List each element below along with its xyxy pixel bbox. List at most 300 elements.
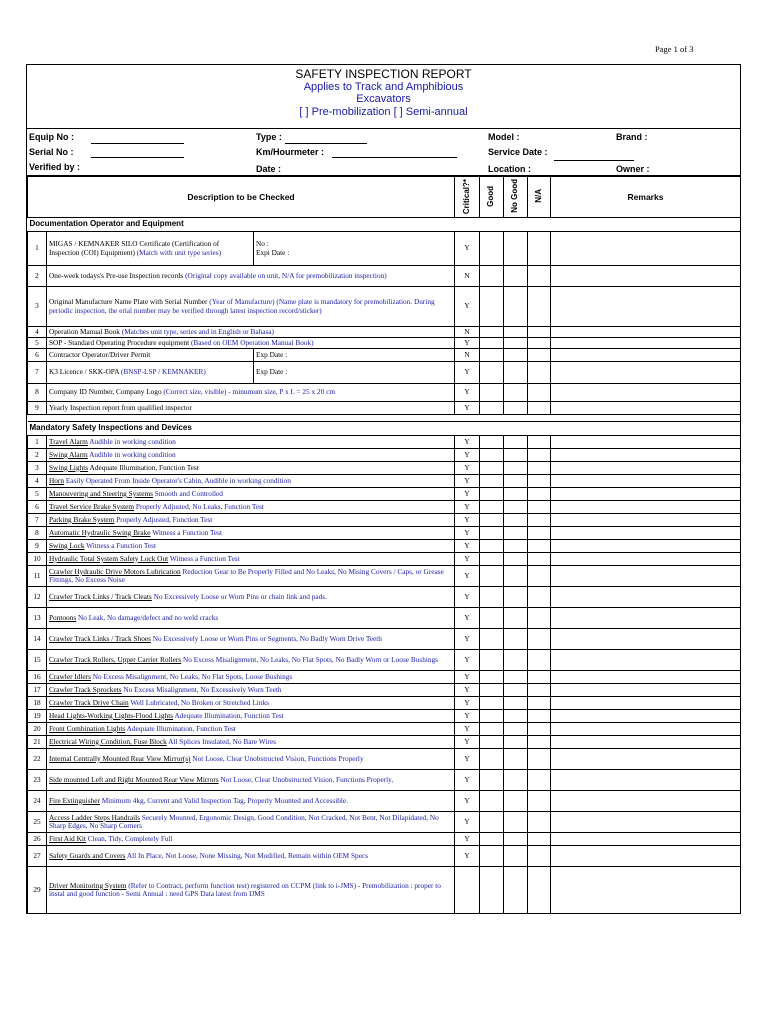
good-cell[interactable] xyxy=(480,462,504,475)
remarks-cell[interactable] xyxy=(551,846,741,867)
good-cell[interactable] xyxy=(480,684,504,697)
critical-cell: Y xyxy=(455,436,480,449)
item-text: Adequate Illumination, Function Test xyxy=(88,462,199,472)
report-title: SAFETY INSPECTION REPORT xyxy=(295,67,472,81)
remarks-cell[interactable] xyxy=(551,232,741,266)
na-cell[interactable] xyxy=(528,527,551,540)
critical-cell: Y xyxy=(455,488,480,501)
critical-cell: Y xyxy=(455,629,480,650)
item-name: Travel Alarm xyxy=(49,436,88,446)
item-description xyxy=(47,587,455,608)
remarks-cell[interactable] xyxy=(551,749,741,770)
item-description xyxy=(47,710,455,723)
good-cell[interactable] xyxy=(480,527,504,540)
na-cell[interactable] xyxy=(528,723,551,736)
good-cell[interactable] xyxy=(480,650,504,671)
table-row xyxy=(28,402,741,415)
item-name: Manouvering and Steering Systems xyxy=(49,488,153,498)
good-cell[interactable] xyxy=(480,327,504,338)
item-number: 14 xyxy=(28,629,47,650)
item-text: Contractor Operator/Driver Permit xyxy=(49,349,151,359)
section-documentation xyxy=(28,218,741,232)
table-row xyxy=(28,629,741,650)
na-cell[interactable] xyxy=(528,514,551,527)
item-number: 10 xyxy=(28,553,47,566)
table-row xyxy=(28,514,741,527)
item-description xyxy=(47,449,455,462)
good-cell[interactable] xyxy=(480,514,504,527)
item-description xyxy=(47,488,455,501)
no-good-cell[interactable] xyxy=(504,587,528,608)
critical-cell: Y xyxy=(455,833,480,846)
remarks-cell[interactable] xyxy=(551,436,741,449)
remarks-cell[interactable] xyxy=(551,287,741,327)
na-cell[interactable] xyxy=(528,402,551,415)
remarks-cell[interactable] xyxy=(551,710,741,723)
remarks-cell[interactable] xyxy=(551,384,741,402)
remarks-cell[interactable] xyxy=(551,770,741,791)
item-name: Electrical Wiring Condition, Fuse Block xyxy=(49,736,167,746)
no-good-cell[interactable] xyxy=(504,566,528,587)
item-number: 23 xyxy=(28,770,47,791)
item-description xyxy=(47,501,455,514)
good-cell[interactable] xyxy=(480,266,504,287)
item-number: 20 xyxy=(28,723,47,736)
good-cell[interactable] xyxy=(480,553,504,566)
table-header xyxy=(28,177,741,218)
no-good-cell[interactable] xyxy=(504,402,528,415)
equip-no-field[interactable] xyxy=(91,143,184,144)
item-text: Original Manufacture Name Plate with Serial Number xyxy=(49,297,210,307)
remarks-cell[interactable] xyxy=(551,475,741,488)
table-row xyxy=(28,540,741,553)
no-good-cell[interactable] xyxy=(504,846,528,867)
item-reference[interactable] xyxy=(254,362,455,384)
reference-line: Expi Date : xyxy=(256,247,290,257)
no-good-cell[interactable] xyxy=(504,553,528,566)
remarks-cell[interactable] xyxy=(551,791,741,812)
item-description xyxy=(47,475,455,488)
remarks-cell[interactable] xyxy=(551,671,741,684)
item-number: 7 xyxy=(28,514,47,527)
item-number: 3 xyxy=(28,462,47,475)
remarks-cell[interactable] xyxy=(551,462,741,475)
item-name: Fire Extinguisher xyxy=(49,795,100,805)
no-good-cell[interactable] xyxy=(504,540,528,553)
no-good-cell[interactable] xyxy=(504,812,528,833)
item-description xyxy=(47,553,455,566)
item-criteria: Witness a Function Test xyxy=(84,540,156,550)
item-criteria: No Excess Misalignment, No Leaks, No Flat Spots, No Badly Worn or Loose Bushings xyxy=(181,654,439,664)
remarks-cell[interactable] xyxy=(551,362,741,384)
table-row xyxy=(28,812,741,833)
section-gap-cell xyxy=(28,415,741,422)
critical-cell: Y xyxy=(455,232,480,266)
table-row xyxy=(28,566,741,587)
table-row xyxy=(28,608,741,629)
type-field[interactable] xyxy=(285,143,367,144)
item-criteria: (BNSP-LSP / KEMNAKER) xyxy=(120,367,206,377)
remarks-cell[interactable] xyxy=(551,867,741,914)
remarks-cell[interactable] xyxy=(551,736,741,749)
no-good-cell[interactable] xyxy=(504,232,528,266)
table-row xyxy=(28,671,741,684)
critical-cell: Y xyxy=(455,723,480,736)
na-cell[interactable] xyxy=(528,749,551,770)
na-cell[interactable] xyxy=(528,587,551,608)
no-good-cell[interactable] xyxy=(504,671,528,684)
item-description xyxy=(47,629,455,650)
page-number: Page 1 of 3 xyxy=(655,44,694,54)
no-good-cell[interactable] xyxy=(504,684,528,697)
no-good-cell[interactable] xyxy=(504,384,528,402)
na-cell[interactable] xyxy=(528,501,551,514)
no-good-cell[interactable] xyxy=(504,629,528,650)
remarks-cell[interactable] xyxy=(551,629,741,650)
na-cell[interactable] xyxy=(528,812,551,833)
report-subtitle-2: Excavators xyxy=(356,93,411,105)
remarks-cell[interactable] xyxy=(551,812,741,833)
na-cell[interactable] xyxy=(528,232,551,266)
na-cell[interactable] xyxy=(528,791,551,812)
na-cell[interactable] xyxy=(528,488,551,501)
no-good-cell[interactable] xyxy=(504,287,528,327)
remarks-cell[interactable] xyxy=(551,501,741,514)
item-number: 29 xyxy=(28,867,47,914)
good-cell[interactable] xyxy=(480,671,504,684)
item-criteria: (Based on OEM Operation Manual Book) xyxy=(191,337,314,347)
no-good-cell[interactable] xyxy=(504,710,528,723)
item-criteria: All Splices Insulated, No Bare Wires xyxy=(166,736,276,746)
no-good-cell[interactable] xyxy=(504,327,528,338)
na-cell[interactable] xyxy=(528,770,551,791)
good-cell[interactable] xyxy=(480,566,504,587)
good-cell[interactable] xyxy=(480,833,504,846)
remarks-header: Remarks xyxy=(551,177,741,218)
item-description xyxy=(47,566,455,587)
model-label: Model : xyxy=(488,132,520,142)
remarks-cell[interactable] xyxy=(551,553,741,566)
na-cell[interactable] xyxy=(528,867,551,914)
table-row xyxy=(28,710,741,723)
na-cell[interactable] xyxy=(528,697,551,710)
good-cell[interactable] xyxy=(480,362,504,384)
item-number: 6 xyxy=(28,349,47,362)
item-number: 19 xyxy=(28,710,47,723)
na-cell[interactable] xyxy=(528,671,551,684)
critical-cell: Y xyxy=(455,287,480,327)
table-row xyxy=(28,475,741,488)
na-cell[interactable] xyxy=(528,327,551,338)
item-criteria: Audible in working condition xyxy=(87,449,176,459)
item-number: 17 xyxy=(28,684,47,697)
item-criteria: Reduction Gear to Be Properly Filled and No Leaks, No Mising Covers / Caps, or Grease Fittings, No Excess Noise xyxy=(49,566,444,584)
no-good-cell[interactable] xyxy=(504,436,528,449)
item-name: Access Ladder Steps Handrails xyxy=(49,812,140,822)
item-number: 15 xyxy=(28,650,47,671)
remarks-cell[interactable] xyxy=(551,684,741,697)
remarks-cell[interactable] xyxy=(551,449,741,462)
table-row xyxy=(28,384,741,402)
good-cell[interactable] xyxy=(480,436,504,449)
table-row xyxy=(28,362,741,384)
item-description xyxy=(47,287,455,327)
na-cell[interactable] xyxy=(528,462,551,475)
table-row xyxy=(28,684,741,697)
item-name: Front Combination Lights xyxy=(49,723,126,733)
na-header: N/A xyxy=(528,177,551,218)
table-row xyxy=(28,770,741,791)
good-cell[interactable] xyxy=(480,540,504,553)
item-name: Head Lights-Working Lights-Flood Lights xyxy=(49,710,174,720)
remarks-cell[interactable] xyxy=(551,697,741,710)
na-cell[interactable] xyxy=(528,475,551,488)
description-header: Description to be Checked xyxy=(28,177,455,218)
good-cell[interactable] xyxy=(480,475,504,488)
remarks-cell[interactable] xyxy=(551,349,741,362)
km-hourmeter-field[interactable] xyxy=(332,157,457,158)
critical-cell: Y xyxy=(455,650,480,671)
item-description xyxy=(47,362,254,384)
good-cell[interactable] xyxy=(480,349,504,362)
remarks-cell[interactable] xyxy=(551,540,741,553)
good-cell[interactable] xyxy=(480,812,504,833)
good-cell[interactable] xyxy=(480,488,504,501)
serial-no-field[interactable] xyxy=(91,157,184,158)
item-name: Crawler Idlers xyxy=(49,671,91,681)
item-name: Hydraulic Total System Safety Lock Out xyxy=(49,553,169,563)
na-cell[interactable] xyxy=(528,833,551,846)
table-row xyxy=(28,749,741,770)
equip-no-label: Equip No : xyxy=(29,132,74,142)
na-cell[interactable] xyxy=(528,553,551,566)
table-row xyxy=(28,349,741,362)
na-cell[interactable] xyxy=(528,540,551,553)
na-cell[interactable] xyxy=(528,287,551,327)
item-number: 4 xyxy=(28,475,47,488)
table-row xyxy=(28,833,741,846)
item-name: Driver Monitoring System xyxy=(49,880,127,890)
good-cell[interactable] xyxy=(480,846,504,867)
item-description xyxy=(47,749,455,770)
remarks-cell[interactable] xyxy=(551,527,741,540)
na-cell[interactable] xyxy=(528,710,551,723)
good-cell[interactable] xyxy=(480,608,504,629)
remarks-cell[interactable] xyxy=(551,266,741,287)
remarks-cell[interactable] xyxy=(551,723,741,736)
item-text: K3 Licence / SKK-OPA xyxy=(49,367,121,377)
table-row xyxy=(28,697,741,710)
na-cell[interactable] xyxy=(528,449,551,462)
na-cell[interactable] xyxy=(528,566,551,587)
na-cell[interactable] xyxy=(528,266,551,287)
na-cell[interactable] xyxy=(528,608,551,629)
good-cell[interactable] xyxy=(480,287,504,327)
no-good-cell[interactable] xyxy=(504,608,528,629)
table-row xyxy=(28,338,741,349)
item-name: Internal Centrally Mounted Rear View Mirror(s) xyxy=(49,753,191,763)
item-number: 25 xyxy=(28,812,47,833)
na-cell[interactable] xyxy=(528,736,551,749)
no-good-cell[interactable] xyxy=(504,650,528,671)
item-description xyxy=(47,540,455,553)
na-cell[interactable] xyxy=(528,349,551,362)
item-number: 5 xyxy=(28,488,47,501)
good-cell[interactable] xyxy=(480,402,504,415)
critical-cell: Y xyxy=(455,710,480,723)
item-criteria: No Leak, No damage/defect and no weld cracks xyxy=(76,612,219,622)
na-cell[interactable] xyxy=(528,684,551,697)
critical-cell: N xyxy=(455,327,480,338)
item-number: 2 xyxy=(28,449,47,462)
item-description xyxy=(47,327,455,338)
good-cell[interactable] xyxy=(480,338,504,349)
na-cell[interactable] xyxy=(528,384,551,402)
service-date-field[interactable] xyxy=(554,160,634,161)
no-good-cell[interactable] xyxy=(504,338,528,349)
item-name: Side mounted Left and Right Mounted Rear View Mirrors xyxy=(49,774,219,784)
item-criteria: Clean, Tidy, Completely Full xyxy=(85,833,173,843)
no-good-cell[interactable] xyxy=(504,527,528,540)
critical-cell: N xyxy=(455,266,480,287)
no-good-cell[interactable] xyxy=(504,349,528,362)
good-cell[interactable] xyxy=(480,791,504,812)
no-good-cell[interactable] xyxy=(504,791,528,812)
good-cell[interactable] xyxy=(480,749,504,770)
item-name: Crawler Track Rollers, Upper Carrier Rollers xyxy=(49,654,182,664)
no-good-cell[interactable] xyxy=(504,697,528,710)
critical-cell: Y xyxy=(455,384,480,402)
good-cell[interactable] xyxy=(480,449,504,462)
item-name: Crawler Hydraulic Drive Motors Lubrication xyxy=(49,566,181,576)
na-cell[interactable] xyxy=(528,436,551,449)
critical-cell xyxy=(455,867,480,914)
item-criteria: No Excessively Loose or Worn Pins or Segments, No Badly Worn Drive Teeth xyxy=(150,633,382,643)
remarks-cell[interactable] xyxy=(551,650,741,671)
remarks-cell[interactable] xyxy=(551,338,741,349)
na-cell[interactable] xyxy=(528,846,551,867)
item-reference[interactable] xyxy=(254,349,455,362)
no-good-cell[interactable] xyxy=(504,770,528,791)
item-criteria: Audible in working condition xyxy=(87,436,176,446)
remarks-cell[interactable] xyxy=(551,402,741,415)
critical-cell: Y xyxy=(455,791,480,812)
no-good-cell[interactable] xyxy=(504,449,528,462)
item-description xyxy=(47,671,455,684)
remarks-cell[interactable] xyxy=(551,587,741,608)
good-cell[interactable] xyxy=(480,697,504,710)
no-good-cell[interactable] xyxy=(504,475,528,488)
no-good-header: No Good xyxy=(504,177,528,218)
item-criteria: Smooth and Controlled xyxy=(152,488,223,498)
title-block xyxy=(27,67,740,129)
no-good-cell[interactable] xyxy=(504,514,528,527)
remarks-cell[interactable] xyxy=(551,514,741,527)
item-number: 9 xyxy=(28,402,47,415)
type-label: Type : xyxy=(256,132,282,142)
critical-header: Critical?* xyxy=(455,177,480,218)
item-description xyxy=(47,650,455,671)
good-cell[interactable] xyxy=(480,629,504,650)
good-cell[interactable] xyxy=(480,867,504,914)
item-number: 12 xyxy=(28,587,47,608)
critical-cell: Y xyxy=(455,566,480,587)
no-good-cell[interactable] xyxy=(504,749,528,770)
critical-cell: Y xyxy=(455,475,480,488)
item-name: Crawler Track Links / Track Shoes xyxy=(49,633,151,643)
item-criteria: No Excessively Loose or Worn Pins or chain link and pads. xyxy=(151,591,327,601)
no-good-cell[interactable] xyxy=(504,362,528,384)
good-cell[interactable] xyxy=(480,710,504,723)
item-number: 27 xyxy=(28,846,47,867)
critical-cell: Y xyxy=(455,770,480,791)
na-cell[interactable] xyxy=(528,650,551,671)
item-name: Crawler Track Drive Chain xyxy=(49,697,129,707)
no-good-cell[interactable] xyxy=(504,462,528,475)
good-cell[interactable] xyxy=(480,736,504,749)
good-cell[interactable] xyxy=(480,232,504,266)
remarks-cell[interactable] xyxy=(551,488,741,501)
item-number: 1 xyxy=(28,232,47,266)
section-gap xyxy=(28,415,741,422)
critical-cell: Y xyxy=(455,527,480,540)
item-criteria: No Excess Misalignment, No Leaks, No Flat Spots, Loose Bushings xyxy=(90,671,293,681)
item-number: 8 xyxy=(28,527,47,540)
no-good-cell[interactable] xyxy=(504,723,528,736)
no-good-cell[interactable] xyxy=(504,833,528,846)
km-hourmeter-label: Km/Hourmeter : xyxy=(256,147,325,157)
remarks-cell[interactable] xyxy=(551,566,741,587)
reference-line: Exp Date : xyxy=(256,367,288,377)
no-good-cell[interactable] xyxy=(504,488,528,501)
na-cell[interactable] xyxy=(528,629,551,650)
section-documentation-title: Documentation Operator and Equipment xyxy=(28,218,741,232)
table-row xyxy=(28,327,741,338)
critical-cell: Y xyxy=(455,553,480,566)
item-reference[interactable] xyxy=(254,232,455,266)
inspection-form xyxy=(26,64,741,914)
item-description xyxy=(47,462,455,475)
item-number: 21 xyxy=(28,736,47,749)
no-good-cell[interactable] xyxy=(504,867,528,914)
critical-cell: Y xyxy=(455,608,480,629)
item-text: Company ID Number, Company Logo xyxy=(49,387,164,397)
no-good-cell[interactable] xyxy=(504,266,528,287)
good-cell[interactable] xyxy=(480,770,504,791)
good-cell[interactable] xyxy=(480,723,504,736)
na-cell[interactable] xyxy=(528,338,551,349)
item-number: 3 xyxy=(28,287,47,327)
table-row xyxy=(28,723,741,736)
item-criteria: Securely Mounted, Ergonomic Design, Good Condition, Not Cracked, Not Bent, Not Dilapidated, No Sharp Edges, No Sharp Corners xyxy=(49,812,439,830)
no-good-cell[interactable] xyxy=(504,736,528,749)
good-cell[interactable] xyxy=(480,501,504,514)
good-cell[interactable] xyxy=(480,384,504,402)
remarks-cell[interactable] xyxy=(551,327,741,338)
inspection-type-options[interactable]: [ ] Pre-mobilization [ ] Semi-annual xyxy=(299,106,468,118)
critical-cell: Y xyxy=(455,671,480,684)
remarks-cell[interactable] xyxy=(551,833,741,846)
item-criteria: Well Lubricated, No Broken or Stretched Links xyxy=(128,697,269,707)
section-mandatory-title: Mandatory Safety Inspections and Devices xyxy=(28,422,741,436)
table-row xyxy=(28,791,741,812)
no-good-cell[interactable] xyxy=(504,501,528,514)
remarks-cell[interactable] xyxy=(551,608,741,629)
item-description xyxy=(47,736,455,749)
good-header: Good xyxy=(480,177,504,218)
good-cell[interactable] xyxy=(480,587,504,608)
na-cell[interactable] xyxy=(528,362,551,384)
